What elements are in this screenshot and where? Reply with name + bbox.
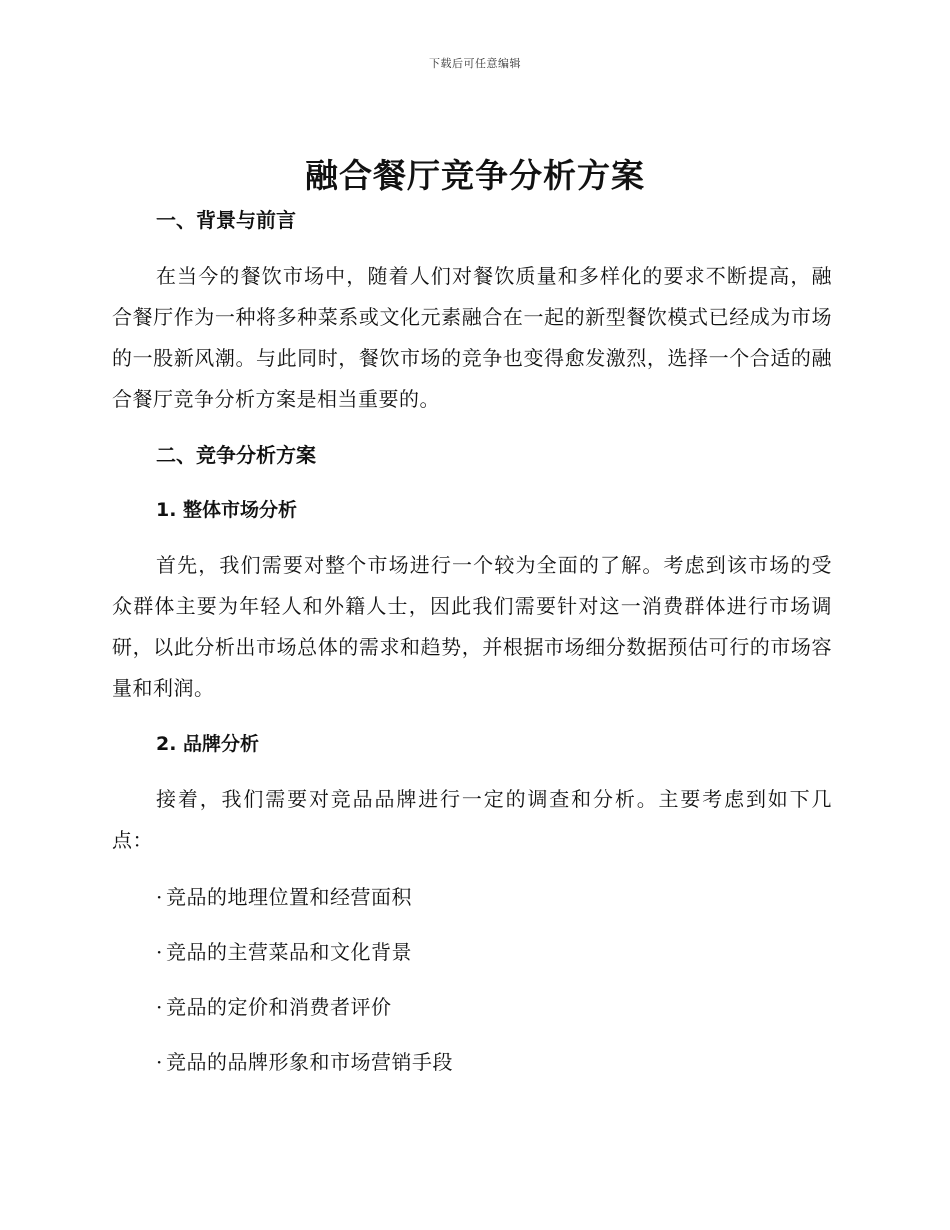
list-item: [112, 877, 832, 917]
bullet-marker: ·: [156, 940, 163, 964]
list-item: [112, 987, 832, 1027]
subheading-brand-analysis: 2. 品牌分析: [156, 733, 260, 755]
paragraph-brand-analysis: 接着，我们需要对竞品品牌进行一定的调查和分析。主要考虑到如下几点：: [112, 787, 832, 852]
bullet-list: [112, 877, 832, 1082]
list-item: [112, 1042, 832, 1082]
list-item-text: 竞品的品牌形象和市场营销手段: [166, 1050, 453, 1074]
bullet-marker: ·: [156, 995, 163, 1019]
paragraph-market-analysis: 首先，我们需要对整个市场进行一个较为全面的了解。考虑到该市场的受众群体主要为年轻人和外籍人士，因此我们需要针对这一消费群体进行市场调研，以此分析出市场总体的需求和趋势，并根据市场细分数据预估可行的市场容量和利润。: [112, 553, 832, 700]
header-note: 下载后可任意编辑: [429, 57, 521, 70]
list-item-text: 竞品的地理位置和经营面积: [166, 885, 412, 909]
bullet-marker: ·: [156, 885, 163, 909]
document-body: [112, 200, 832, 1082]
subheading-market-analysis: 1. 整体市场分析: [156, 499, 298, 521]
list-item-text: 竞品的定价和消费者评价: [166, 995, 392, 1019]
list-item: [112, 932, 832, 972]
document-title: 融合餐厅竞争分析方案: [305, 156, 645, 195]
section-heading-background: 一、背景与前言: [156, 208, 296, 232]
list-item-text: 竞品的主营菜品和文化背景: [166, 940, 412, 964]
bullet-marker: ·: [156, 1050, 163, 1074]
section-heading-competition: 二、竞争分析方案: [156, 443, 316, 467]
paragraph-background: 在当今的餐饮市场中，随着人们对餐饮质量和多样化的要求不断提高，融合餐厅作为一种将多种菜系或文化元素融合在一起的新型餐饮模式已经成为市场的一股新风潮。与此同时，餐饮市场的竞争也变得愈发激烈，选择一个合适的融合餐厅竞争分析方案是相当重要的。: [112, 264, 832, 411]
